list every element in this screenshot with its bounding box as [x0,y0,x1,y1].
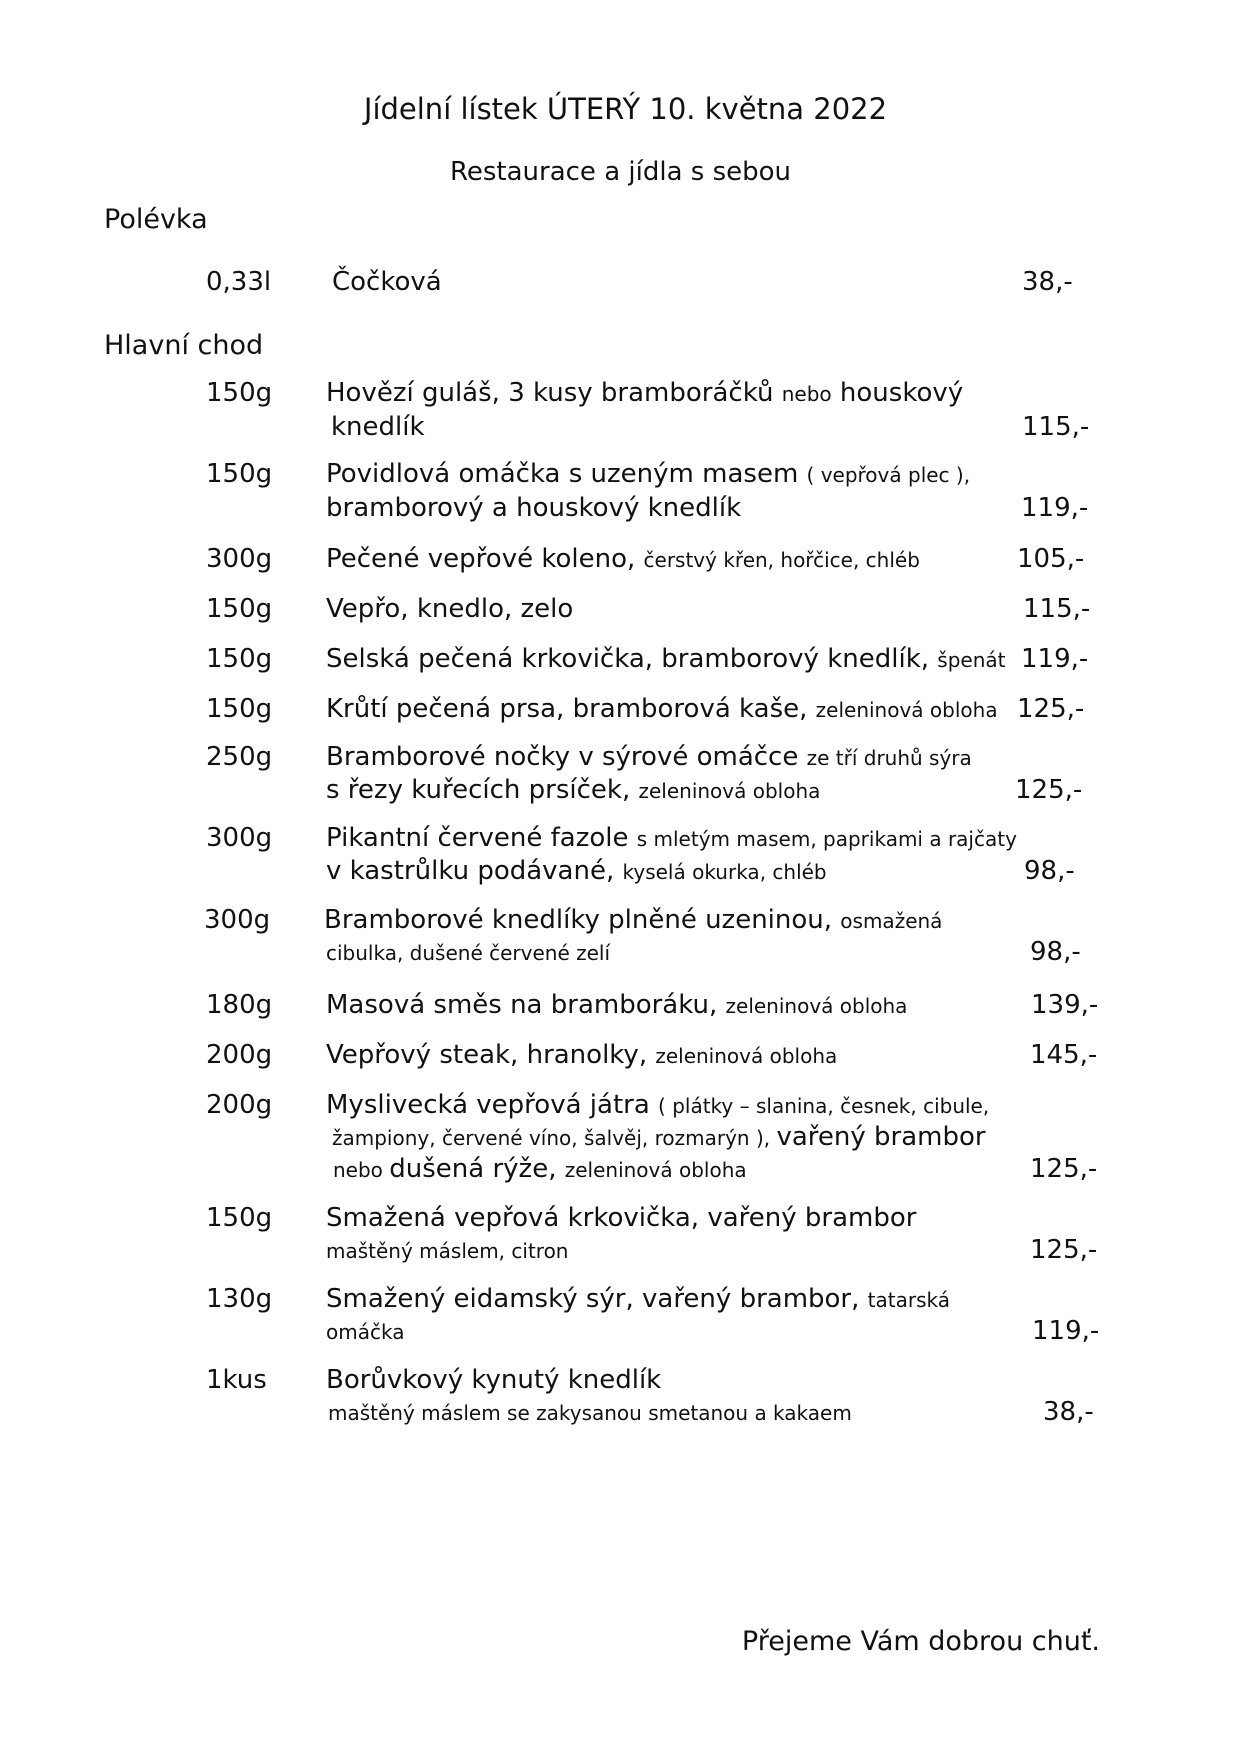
menu-title: Jídelní lístek ÚTERÝ 10. května 2022 [363,92,888,126]
item-price: 125,- [1030,1154,1098,1184]
item-quantity: 300g [206,823,273,853]
item-line-2: v kastrůlku podávané, kyselá okurka, chléb [326,856,827,886]
item-line-2: cibulka, dušené červené zelí [326,941,611,965]
item-line-2: maštěný máslem, citron [326,1239,569,1263]
closing-message: Přejeme Vám dobrou chuť. [741,1626,1100,1657]
item-line-2: knedlík [331,412,425,442]
item-line-1: Masová směs na bramboráku, zeleninová obloha [326,990,908,1020]
item-quantity: 150g [206,644,273,674]
item-line-1: Vepřový steak, hranolky, zeleninová obloha [326,1040,838,1070]
item-line-2: maštěný máslem se zakysanou smetanou a kakaem [328,1401,852,1425]
item-quantity: 300g [204,905,271,935]
item-price: 119,- [1021,493,1089,523]
item-line-3: nebo dušená rýže, zeleninová obloha [333,1154,747,1184]
item-line-2: žampiony, červené víno, šalvěj, rozmarýn ), vařený brambor [332,1122,986,1152]
item-price: 115,- [1023,594,1091,624]
item-quantity: 200g [206,1040,273,1070]
item-line-1: Smažená vepřová krkovička, vařený brambor [326,1203,917,1233]
item-line-1: Krůtí pečená prsa, bramborová kaše, zeleninová obloha [326,694,998,724]
item-line-1: Vepřo, knedlo, zelo [326,594,574,624]
item-quantity: 150g [206,594,273,624]
item-quantity: 150g [206,694,273,724]
item-quantity: 1kus [206,1365,267,1395]
item-line-1: Bramborové knedlíky plněné uzeninou, osmažená [324,905,943,935]
item-price: 115,- [1022,412,1090,442]
item-line-1: Povidlová omáčka s uzeným masem ( vepřová plec ), [326,459,971,489]
item-price: 38,- [1022,267,1073,297]
item-price: 98,- [1024,856,1075,886]
item-quantity: 150g [206,459,273,489]
item-price: 38,- [1043,1397,1094,1427]
item-quantity: 300g [206,544,273,574]
item-line-1: Smažený eidamský sýr, vařený brambor, tatarská [326,1284,950,1314]
section-heading-main: Hlavní chod [104,330,264,361]
item-line-1: Bramborové nočky v sýrové omáčce ze tří druhů sýra [326,742,972,772]
item-quantity: 200g [206,1090,273,1120]
item-line-2: omáčka [326,1320,405,1344]
item-quantity: 180g [206,990,273,1020]
item-quantity: 150g [206,1203,273,1233]
item-line-1: Pikantní červené fazole s mletým masem, paprikami a rajčaty [326,823,1017,853]
item-line-2: bramborový a houskový knedlík [326,493,742,523]
item-name: Čočková [332,267,442,297]
item-price: 125,- [1015,775,1083,805]
item-price: 98,- [1030,937,1081,967]
item-price: 125,- [1030,1235,1098,1265]
item-line-1: Selská pečená krkovička, bramborový knedlík, špenát [326,644,1006,674]
item-line-1: Myslivecká vepřová játra ( plátky – slanina, česnek, cibule, [326,1090,990,1120]
item-line-2: s řezy kuřecích prsíček, zeleninová obloha [326,775,821,805]
item-line-1: Borůvkový kynutý knedlík [326,1365,662,1395]
section-heading-soup: Polévka [104,204,208,235]
menu-subtitle: Restaurace a jídla s sebou [449,157,792,187]
item-quantity: 150g [206,378,273,408]
item-quantity: 130g [206,1284,273,1314]
item-price: 119,- [1021,644,1089,674]
item-line-1: Hovězí guláš, 3 kusy bramboráčků nebo houskový [326,378,964,408]
item-price: 105,- [1017,544,1085,574]
item-price: 145,- [1030,1040,1098,1070]
item-quantity: 250g [206,742,273,772]
item-quantity: 0,33l [206,267,272,297]
item-line-1: Pečené vepřové koleno, čerstvý křen, hořčice, chléb [326,544,920,574]
item-price: 119,- [1032,1316,1100,1346]
item-price: 125,- [1017,694,1085,724]
item-price: 139,- [1031,990,1099,1020]
